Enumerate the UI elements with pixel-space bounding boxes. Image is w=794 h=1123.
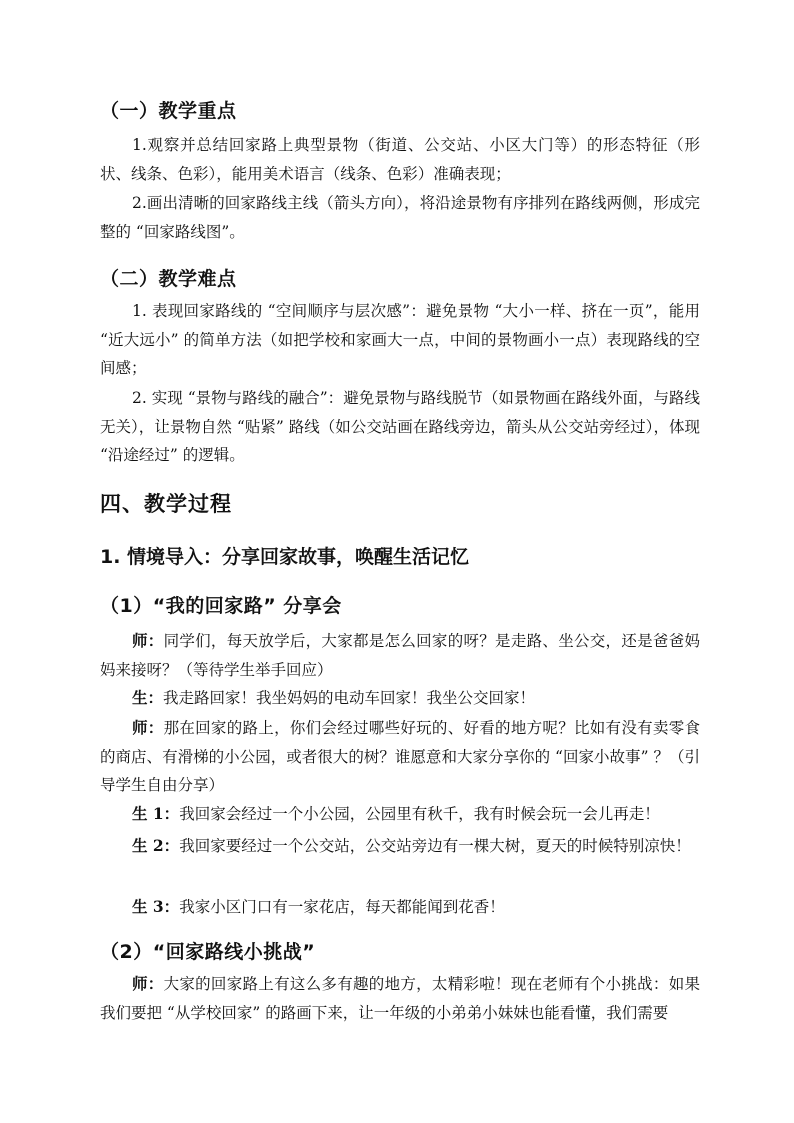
part-heading-2: （2）“回家路线小挑战” <box>100 941 316 963</box>
dialogue-line <box>100 714 700 800</box>
speaker-label: 师： <box>132 974 164 993</box>
dialogue-line <box>100 893 700 922</box>
dialogue-text: 大家的回家路上有这么多有趣的地方，太精彩啦！现在老师有个小挑战：如果我们要把 “从学校回家” 的路画下来，让一年级的小弟弟小妹妹也能看懂，我们需要 <box>100 975 700 1022</box>
dialogue-line <box>100 832 700 861</box>
dialogue-line <box>100 970 700 1027</box>
dialogue-text: 那在回家的路上，你们会经过哪些好玩的、好看的地方呢？比如有没有卖零食的商店、有滑梯的小公园，或者很大的树？谁愿意和大家分享你的 “回家小故事” ？（引导学生自由分享） <box>100 719 700 794</box>
focus-item-1: 1.观察并总结回家路上典型景物（街道、公交站、小区大门等）的形态特征（形状、线条、色彩），能用美术语言（线条、色彩）准确表现； <box>100 136 700 183</box>
dialogue-line <box>100 627 700 684</box>
speaker-label: 生： <box>132 688 164 707</box>
section-heading-focus: （一）教学重点 <box>100 100 237 122</box>
difficulty-item-1: 1. 表现回家路线的 “空间顺序与层次感”：避免景物 “大小一样、挤在一页”，能用 “近大远小” 的简单方法（如把学校和家画大一点，中间的景物画小一点）表现路线的空间感； <box>100 302 700 377</box>
difficulty-item-2: 2. 实现 “景物与路线的融合”：避免景物与路线脱节（如景物画在路线外面，与路线无关），让景物自然 “贴紧” 路线（如公交站画在路线旁边，箭头从公交站旁经过），体现 “沿途经过” 的逻辑。 <box>100 389 700 464</box>
dialogue-text: 同学们，每天放学后，大家都是怎么回家的呀？是走路、坐公交，还是爸爸妈妈来接呀？（等待学生举手回应） <box>100 632 700 679</box>
chapter-heading-process: 四、教学过程 <box>100 492 232 516</box>
step-heading-1: 1. 情境导入：分享回家故事，唤醒生活记忆 <box>100 546 470 568</box>
speaker-label: 生 3： <box>132 897 180 916</box>
dialogue-text: 我回家要经过一个公交站，公交站旁边有一棵大树，夏天的时候特别凉快！ <box>179 837 691 855</box>
speaker-label: 生 2： <box>132 836 180 855</box>
dialogue-line <box>100 800 700 829</box>
speaker-label: 师： <box>132 631 164 650</box>
speaker-label: 生 1： <box>132 804 180 823</box>
dialogue-text: 我走路回家！我坐妈妈的电动车回家！我坐公交回家！ <box>163 689 536 707</box>
focus-item-2: 2.画出清晰的回家路线主线（箭头方向），将沿途景物有序排列在路线两侧，形成完整的 “回家路线图”。 <box>100 194 700 241</box>
section-heading-difficulty: （二）教学难点 <box>100 268 237 290</box>
dialogue-text: 我回家会经过一个小公园，公园里有秋千，我有时候会玩一会儿再走！ <box>179 805 660 823</box>
speaker-label: 师： <box>132 718 164 737</box>
part-heading-1: （1）“我的回家路” 分享会 <box>100 595 342 617</box>
dialogue-line <box>100 684 700 713</box>
dialogue-text: 我家小区门口有一家花店，每天都能闻到花香！ <box>179 898 505 916</box>
